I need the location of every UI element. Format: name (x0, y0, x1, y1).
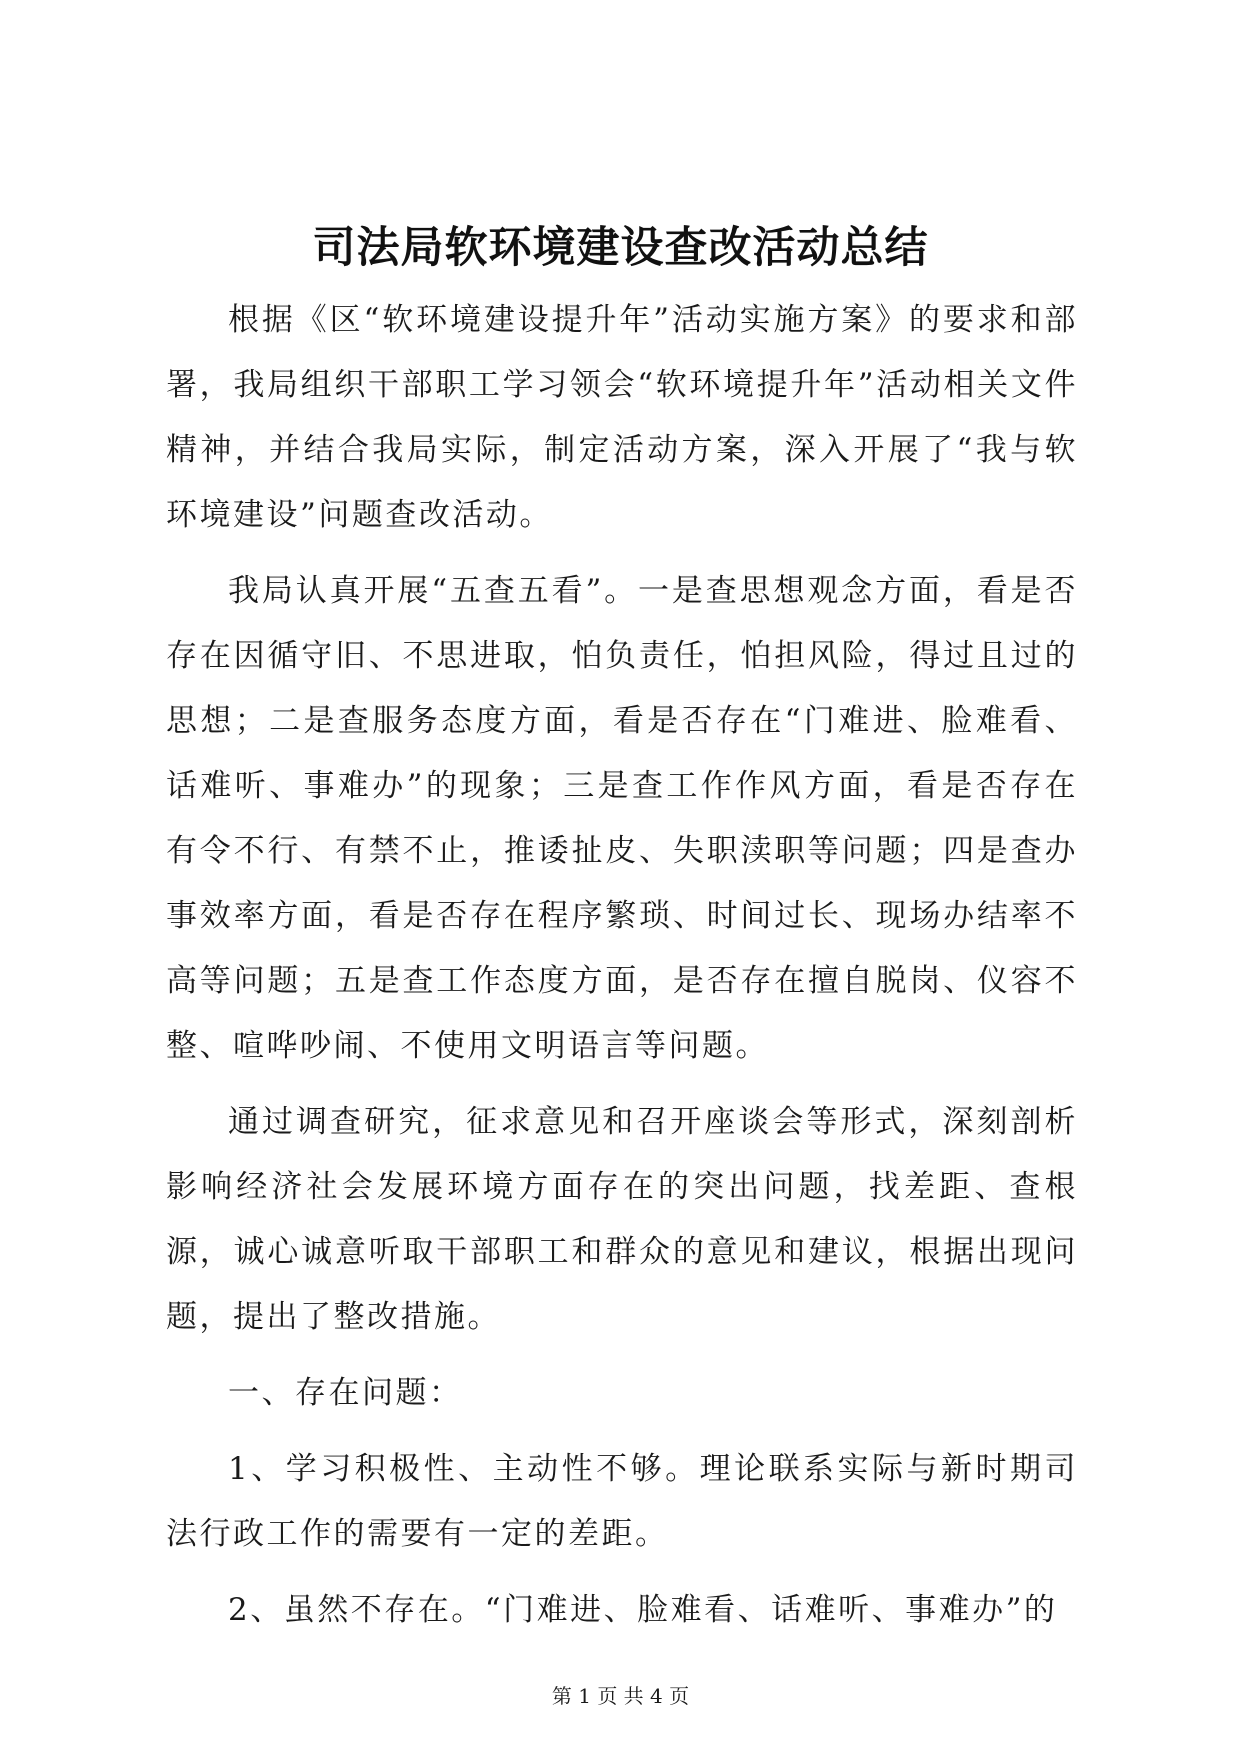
paragraph-intro: 根据《区“软环境建设提升年”活动实施方案》的要求和部署，我局组织干部职工学习领会“软环境提升年”活动相关文件精神，并结合我局实际，制定活动方案，深入开展了“我与软环境建设”问题查改活动。 (166, 302, 1078, 533)
paragraph-five-checks: 我局认真开展“五查五看”。一是查思想观念方面，看是否存在因循守旧、不思进取，怕负责任，怕担风险，得过且过的思想；二是查服务态度方面，看是否存在“门难进、脸难看、话难听、事难办”的现象；三是查工作作风方面，看是否存在有令不行、有禁不止，推诿扯皮、失职渎职等问题；四是查办事效率方面，看是否存在程序繁琐、时间过长、现场办结率不高等问题；五是查工作态度方面，是否存在擅自脱岗、仪容不整、喧哗吵闹、不使用文明语言等问题。 (166, 573, 1078, 1064)
page-number-footer: 第 1 页 共 4 页 (551, 1684, 690, 1708)
document-body (166, 288, 1078, 1654)
document-title: 司法局软环境建设查改活动总结 (312, 223, 929, 273)
list-item-1: 1、学习积极性、主动性不够。理论联系实际与新时期司法行政工作的需要有一定的差距。 (166, 1451, 1078, 1552)
section-heading-problems: 一、存在问题： (228, 1375, 463, 1411)
paragraph-investigation: 通过调查研究，征求意见和召开座谈会等形式，深刻剖析影响经济社会发展环境方面存在的突出问题，找差距、查根源，诚心诚意听取干部职工和群众的意见和建议，根据出现问题，提出了整改措施。 (166, 1104, 1078, 1335)
list-item-2: 2、虽然不存在。“门难进、脸难看、话难听、事难办”的 (228, 1592, 1058, 1628)
